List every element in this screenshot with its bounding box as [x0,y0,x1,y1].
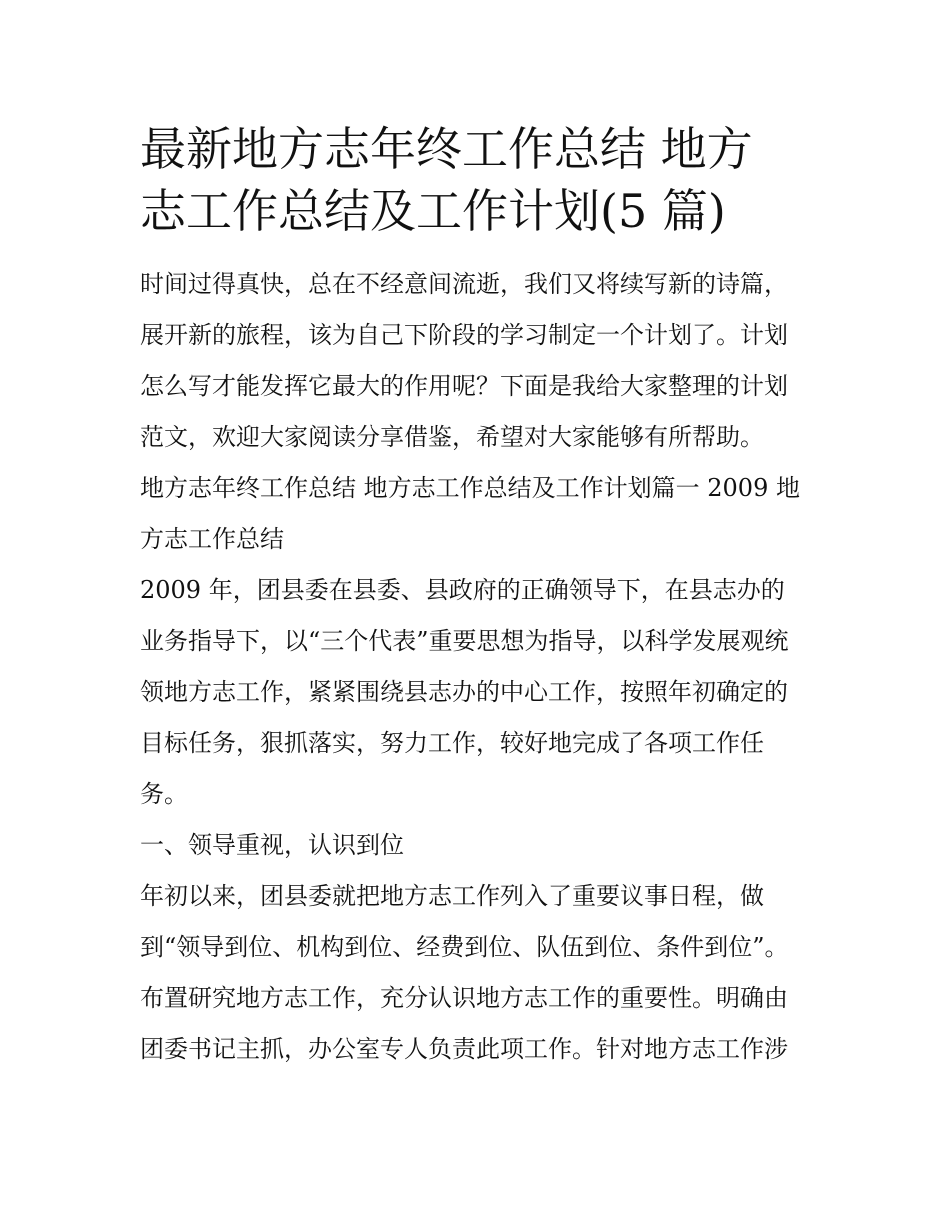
body-paragraph [140,871,816,1075]
document-title [140,118,816,242]
text-line: 布置研究地方志工作，充分认识地方志工作的重要性。明确由 [140,984,788,1012]
section-heading-paragraph [140,463,816,565]
text-line: 务。 [140,780,188,808]
text-line: 业务指导下，以“三个代表”重要思想为指导，以科学发展观统 [140,627,789,655]
document-content [140,118,816,1075]
subheading-paragraph [140,820,816,871]
text-line: 到“领导到位、机构到位、经费到位、队伍到位、条件到位”。 [140,933,789,961]
intro-paragraph [140,259,816,463]
text-line: 领地方志工作，紧紧围绕县志办的中心工作，按照年初确定的 [140,678,788,706]
summary-paragraph [140,565,816,820]
document-body [140,259,816,1075]
text-line: 目标任务，狠抓落实，努力工作，较好地完成了各项工作任 [140,729,764,757]
text-line: 方志工作总结 [140,525,284,553]
text-line: 2009 年，团县委在县委、县政府的正确领导下，在县志办的 [140,576,785,604]
title-line: 志工作总结及工作计划(5 篇) [140,184,726,238]
title-line: 最新地方志年终工作总结 地方 [140,122,753,176]
text-line: 团委书记主抓，办公室专人负责此项工作。针对地方志工作涉 [140,1035,788,1063]
text-line: 怎么写才能发挥它最大的作用呢？下面是我给大家整理的计划 [140,372,788,400]
text-line: 时间过得真快，总在不经意间流逝，我们又将续写新的诗篇， [140,270,788,298]
text-line: 一、领导重视，认识到位 [140,831,404,859]
text-line: 年初以来，团县委就把地方志工作列入了重要议事日程，做 [140,882,764,910]
text-line: 范文，欢迎大家阅读分享借鉴，希望对大家能够有所帮助。 [140,423,764,451]
text-line: 地方志年终工作总结 地方志工作总结及工作计划篇一 2009 地 [140,474,800,502]
text-line: 展开新的旅程，该为自己下阶段的学习制定一个计划了。计划 [140,321,788,349]
